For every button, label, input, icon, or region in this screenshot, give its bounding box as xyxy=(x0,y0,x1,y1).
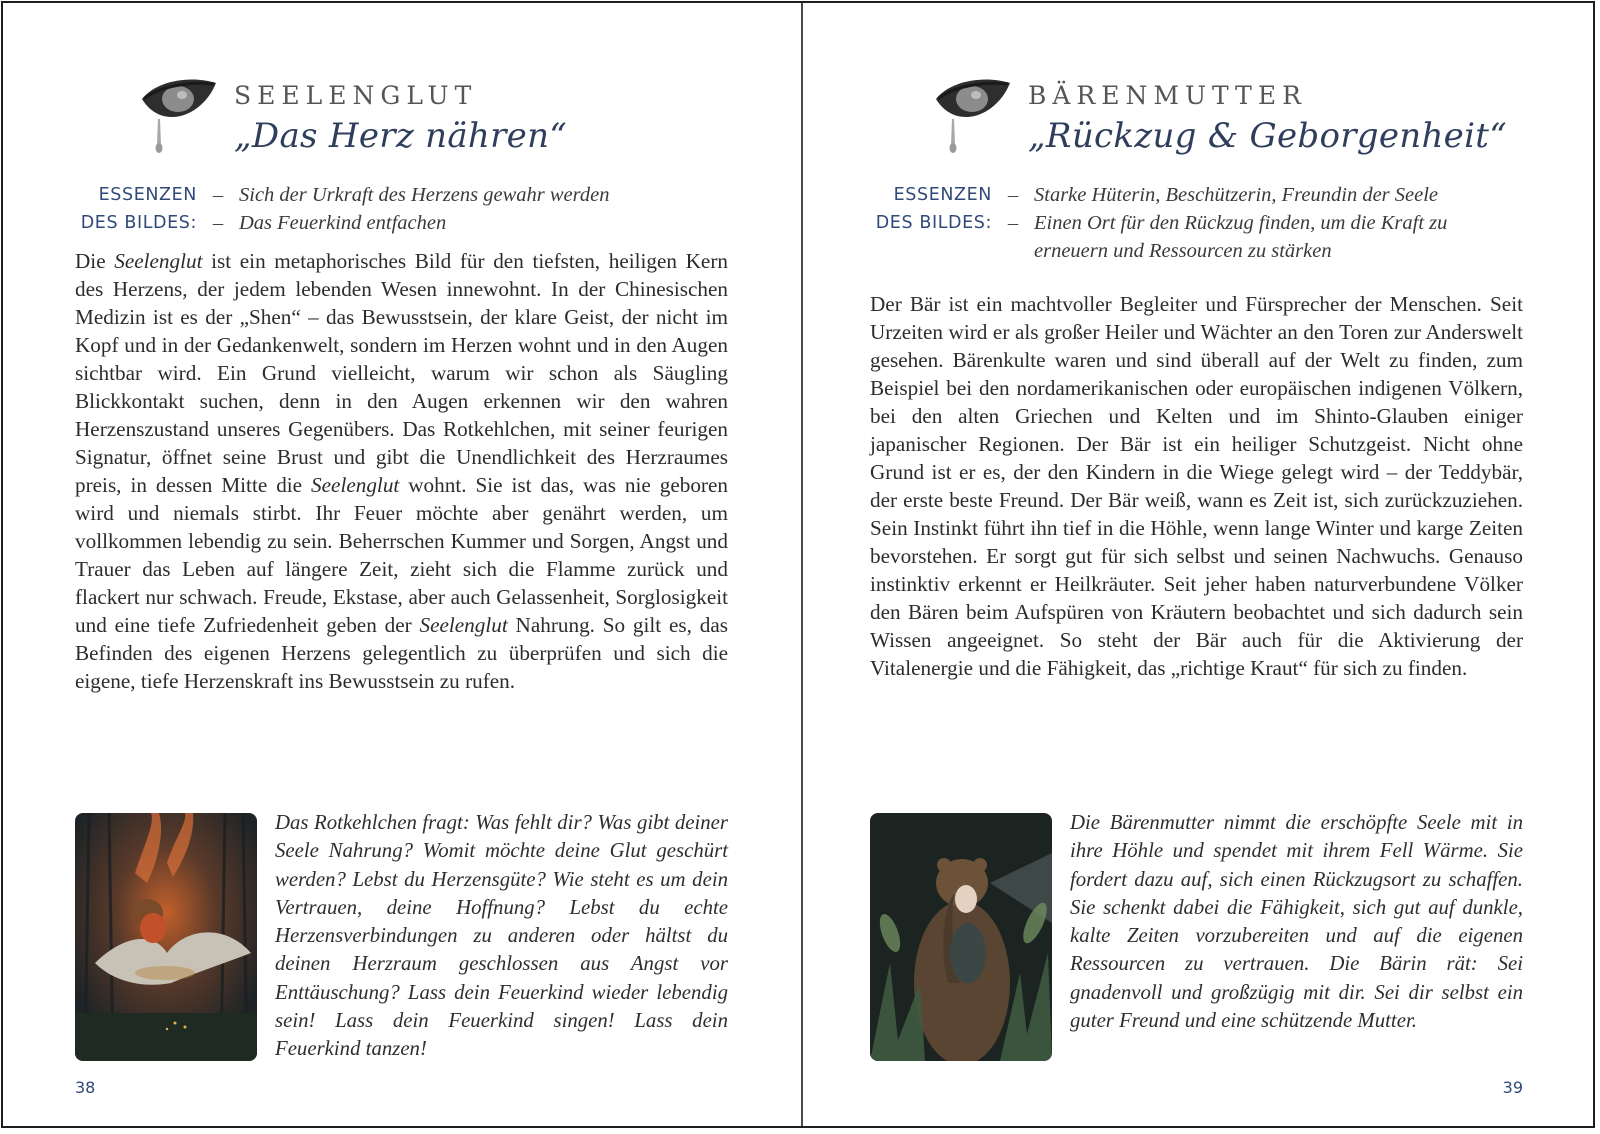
page-number: 39 xyxy=(1502,1078,1523,1097)
right-overline: BÄRENMUTTER xyxy=(1028,81,1307,110)
essence-item: Das Feuerkind entfachen xyxy=(239,212,447,234)
essences-label: ESSENZEN xyxy=(893,185,992,205)
essences-label: ESSENZEN xyxy=(98,185,197,205)
page-number: 38 xyxy=(75,1078,96,1097)
left-overline: SEELENGLUT xyxy=(234,81,478,110)
right-essences xyxy=(870,181,1525,265)
right-subtitle: „Rückzug & Geborgenheit“ xyxy=(1028,116,1507,156)
essence-item: Sich der Urkraft des Herzens gewahr werden xyxy=(239,184,610,206)
robin-illustration xyxy=(75,813,257,1061)
essence-item: Starke Hüterin, Beschützerin, Freundin der Seele xyxy=(1034,184,1439,206)
essence-item: Einen Ort für den Rückzug finden, um die Kraft zu erneuern und Ressourcen zu stärken xyxy=(1034,212,1448,262)
right-header xyxy=(932,73,1507,163)
left-header xyxy=(138,73,567,163)
teardrop-eye-icon xyxy=(932,73,1018,163)
bear-mother-illustration xyxy=(870,813,1052,1061)
dash: – xyxy=(212,212,224,234)
left-subtitle: „Das Herz nähren“ xyxy=(234,116,567,156)
left-quote: Das Rotkehlchen fragt: Was fehlt dir? Was gibt deiner Seele Nahrung? Womit möchte deine Glut geschürt werden? Lebst du Herzensgüte? Wie steht es um dein Vertrauen, deine Hoffnung? Lebst du echte Herzensverbindungen zu anderen oder hältst du deinen Herzraum geschlossen aus Angst vor Enttäuschung? Lass dein Feuerkind wieder lebendig sein! Lass dein Feuerkind singen! Lass dein Feuerkind tanzen! xyxy=(275,811,728,1061)
right-body-text: Der Bär ist ein machtvoller Begleiter und Fürsprecher der Menschen. Seit Urzeiten wird er als großer Heiler und Wächter an den Toren zur Anderswelt gesehen. Bärenkulte waren und sind überall auf der Welt zu finden, zum Beispiel bei den nordamerikanischen oder europäischen indigenen Völkern, bei den alten Griechen und Kelten und im Shinto-Glauben einiger japanischer Regionen. Der Bär ist ein heiliger Schutzgeist. Nicht ohne Grund ist er es, der den Kindern in die Wiege gelegt wird – der Teddybär, der erste beste Freund. Der Bär weiß, wann es Zeit ist, sich zurückzuziehen. Sein Instinkt führt ihn tief in die Höhle, wenn lange Winter und karge Zeiten bevorstehen. Er sorgt gut für sich selbst und seinen Nachwuchs. Genauso instinktiv erkennt er Heilkräuter. Seit jeher haben naturverbundene Völker den Bären beim Aufspüren von Kräutern beobachtet und sich dadurch sein Wissen angeeignet. So steht der Bär auch für die Aktivierung der Vitalenergie und die Fähigkeit, das „richtige Kraut“ für sich zu finden. xyxy=(870,292,1523,680)
right-page xyxy=(798,3,1593,1126)
left-body-text: Die Seelenglut ist ein metaphorisches Bild für den tiefsten, heiligen Kern des Herzens, der jedem lebenden Wesen innewohnt. In der Chinesischen Medizin ist es der „Shen“ – das Bewusstsein, der klare Geist, der nicht im Kopf und in der Gedankenwelt, sondern im Herzen wohnt und in den Augen sichtbar wird. Ein Grund vielleicht, warum wir schon als Säugling Blickkontakt suchen, denn in den Augen erkennen wir den wahren Herzenszustand unseres Gegenübers. Das Rotkehlchen, mit seiner feurigen Signatur, öffnet seine Brust und gibt die Unendlichkeit des Herzraumes preis, in dessen Mitte die Seelenglut wohnt. Sie ist das, was nie geboren wird und niemals stirbt. Ihr Feuer möchte aber genährt werden, um vollkommen lebendig zu sein. Beherrschen Kummer und Sorgen, Angst und Trauer das Leben auf längere Zeit, zieht sich die Flamme zurück und flackert nur schwach. Freude, Ekstase, aber auch Gelassenheit, Sorglosigkeit und eine tiefe Zufriedenheit geben der Seelenglut Nahrung. So gilt es, das Befinden des eigenen Herzens gelegentlich zu überprüfen und sich die eigene, tiefe Herzenskraft ins Bewusstsein zu rufen. xyxy=(75,249,728,693)
right-quote: Die Bärenmutter nimmt die erschöpfte Seele mit in ihre Höhle und spendet mit ihrem Fell Wärme. Sie fordert dazu auf, sich einen Rückzugsort zu schaffen. Sie schenkt dabei die Fähigkeit, sich gut auf dunkle, kalte Zeiten vorzubereiten und auf die eigenen Ressourcen zu vertrauen. Die Bärin rät: Sei gnadenvoll und großzügig mit dir. Sei dir selbst ein guter Freund und eine schützende Mutter. xyxy=(1070,811,1523,1033)
teardrop-eye-icon xyxy=(138,73,224,163)
left-essences xyxy=(75,181,730,237)
essences-label: DES BILDES: xyxy=(875,213,992,233)
dash: – xyxy=(1007,184,1019,206)
dash: – xyxy=(1007,212,1019,234)
essences-label: DES BILDES: xyxy=(80,213,197,233)
left-page xyxy=(3,3,798,1126)
dash: – xyxy=(212,184,224,206)
book-spread xyxy=(1,1,1595,1128)
